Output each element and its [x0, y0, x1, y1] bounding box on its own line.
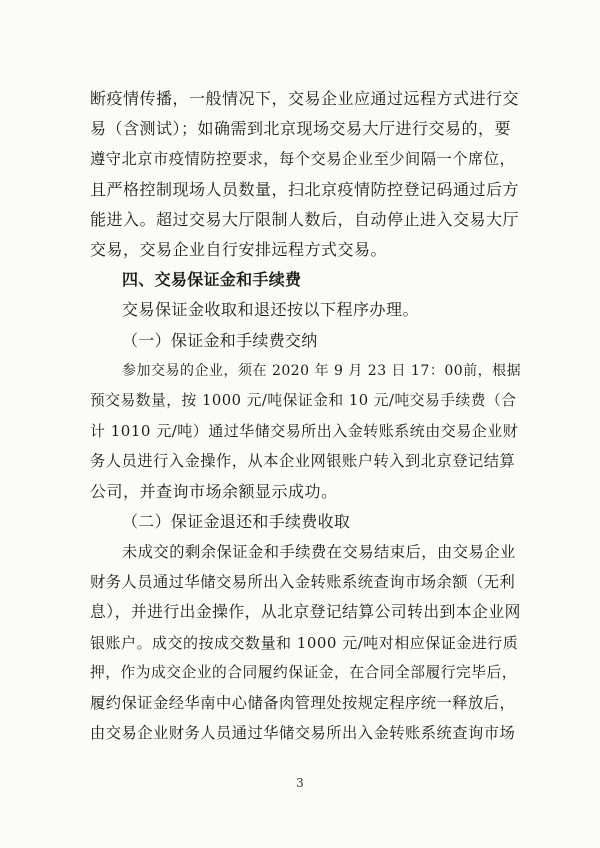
text-line: 务人员进行入金操作，从本企业网银账户转入到北京登记结算	[90, 452, 516, 471]
text-line: 未成交的剩余保证金和手续费在交易结束后，由交易企业	[122, 543, 516, 561]
text-line: 交易，交易企业自行安排远程方式交易。	[90, 240, 388, 259]
text-line: 能进入。超过交易大厅限制人数后，自动停止进入交易大厅	[90, 209, 520, 229]
text-line: 断疫情传播，一般情况下，交易企业应通过远程方式进行交	[90, 89, 520, 108]
text-line: 预交易数量，按 1000 元/吨保证金和 10 元/吨交易手续费（合	[90, 392, 517, 409]
text-line: 交易保证金收取和退还按以下程序办理。	[122, 300, 420, 320]
text-line: 押，作为成交企业的合同履约保证金，在合同全部履行完毕后，	[90, 663, 517, 681]
text-line: 遵守北京市疫情防控要求，每个交易企业至少间隔一个席位，	[90, 150, 516, 169]
page-number: 3	[296, 776, 304, 790]
subsection-heading: （一）保证金和手续费交纳	[122, 330, 318, 350]
text-line: 参加交易的企业，须在 2020 年 9 月 23 日 17：00前，根据	[122, 362, 522, 379]
subsection-heading: （二）保证金退还和手续费收取	[122, 511, 351, 531]
text-line: 计 1010 元/吨）通过华储交易所出入金转账系统由交易企业财	[90, 422, 519, 441]
text-line: 履约保证金经华南中心储备肉管理处按规定程序统一释放后，	[90, 694, 516, 712]
text-line: 财务人员通过华储交易所出入金转账系统查询市场余额（无利	[90, 573, 516, 592]
section-heading: 四、交易保证金和手续费	[122, 270, 302, 290]
text-line: 易（含测试）；如确需到北京现场交易大厅进行交易的，要	[90, 119, 512, 139]
text-line: 公司，并查询市场余额显示成功。	[90, 481, 338, 501]
text-line: 息），并进行出金操作，从北京登记结算公司转出到本企业网	[90, 602, 521, 622]
text-line: 由交易企业财务人员通过华储交易所出入金转账系统查询市场	[90, 724, 516, 743]
text-line: 银账户。成交的按成交数量和 1000 元/吨对相应保证金进行质	[90, 633, 519, 652]
text-line: 且严格控制现场人员数量，扫北京疫情防控登记码通过后方	[90, 179, 520, 199]
